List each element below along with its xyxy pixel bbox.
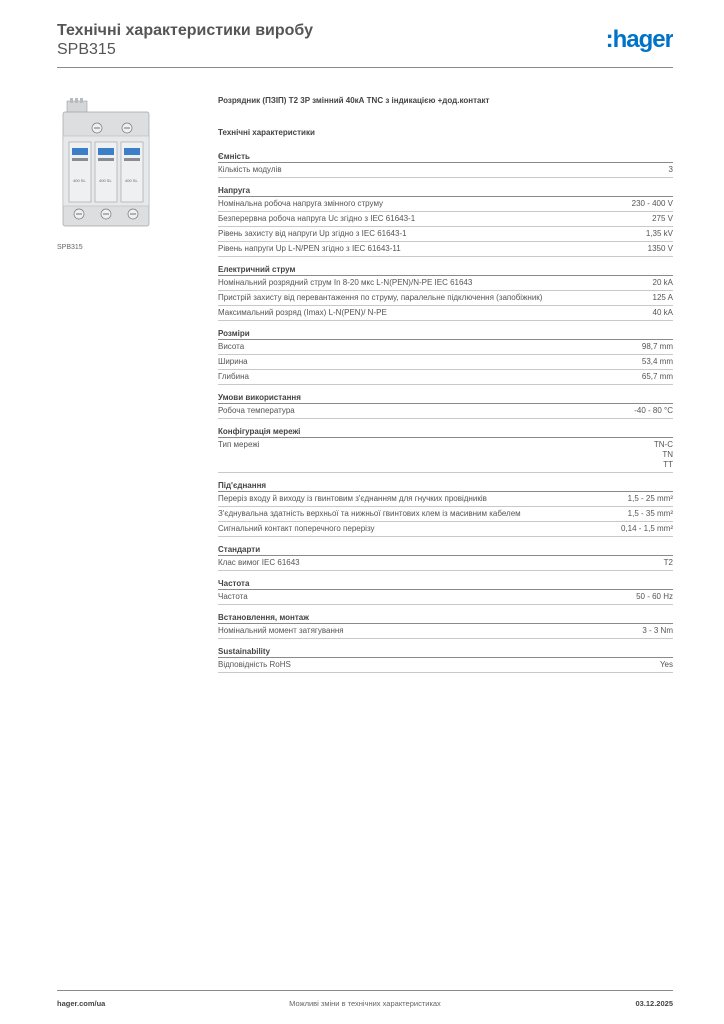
spec-row [218,438,673,473]
spec-label: Переріз входу й виходу із гвинтовим з'єднанням для гнучких провідників [218,494,487,503]
spec-row [218,212,673,227]
spec-value: T2 [663,558,673,567]
spec-label: Пристрій захисту від перевантаження по струму, паралельне підключення (запобіжник) [218,293,543,302]
spec-group-title: Розміри [218,327,673,340]
spec-row [218,658,673,673]
spec-group-title: Ємність [218,150,673,163]
spec-row [218,163,673,178]
spec-content [218,96,673,679]
spec-group-title: Стандарти [218,543,673,556]
spec-label: З'єднувальна здатність верхньої та нижньої гвинтових клем із масивним кабелем [218,509,521,518]
spec-group [218,577,673,605]
spec-label: Частота [218,592,248,601]
spec-row [218,355,673,370]
svg-text::hager: :hager [605,26,673,53]
svg-text:400 SL: 400 SL [73,178,86,183]
spec-row [218,340,673,355]
spec-label: Клас вимог IEC 61643 [218,558,300,567]
spec-group [218,263,673,321]
spec-group [218,150,673,178]
page-footer [57,990,673,1010]
image-caption: SPB315 [57,244,83,251]
spec-value: 3 - 3 Nm [642,626,673,635]
spec-group-title: Електричний струм [218,263,673,276]
document-title: Технічні характеристики виробу [57,22,313,39]
spec-group-title: Встановлення, монтаж [218,611,673,624]
spec-label: Тип мережі [218,440,260,449]
spec-value: 0,14 - 1,5 mm² [620,524,673,533]
spec-value: 20 kA [652,278,673,287]
spec-value: 40 kA [652,308,673,317]
product-image [57,96,201,232]
spec-group [218,543,673,571]
footer-website[interactable]: hager.com/ua [57,999,106,1008]
spec-row [218,556,673,571]
spec-group-title: Напруга [218,184,673,197]
spec-row [218,276,673,291]
spec-row [218,624,673,639]
spec-row [218,507,673,522]
spec-group [218,425,673,473]
spec-label: Рівень захисту від напруги Up згідно з IEC 61643-1 [218,229,407,238]
spec-label: Робоча температура [218,406,295,415]
spec-row [218,370,673,385]
spec-value: 50 - 60 Hz [636,592,673,601]
spec-value: 53,4 mm [641,357,673,366]
spec-row [218,590,673,605]
spec-value: -40 - 80 °C [634,406,673,415]
spec-label: Кількість модулів [218,165,282,174]
spec-label: Глибина [218,372,249,381]
spec-label: Безперервна робоча напруга Uc згідно з IEC 61643-1 [218,214,416,223]
spec-group-title: Частота [218,577,673,590]
spec-row [218,522,673,537]
spec-label: Сигнальний контакт поперечного перерізу [218,524,375,533]
spec-value: 1,5 - 25 mm² [627,494,673,503]
page-header [57,20,673,68]
spec-group-title: Конфігурація мережі [218,425,673,438]
spec-value: 1,5 - 35 mm² [627,509,673,518]
spec-value: TN-C TN TT [653,440,673,469]
spec-label: Номінальний момент затягування [218,626,344,635]
spec-group [218,327,673,385]
spec-label: Рівень напруги Up L-N/PEN згідно з IEC 61643-11 [218,244,401,253]
spec-group-title: Під'єднання [218,479,673,492]
footer-date: 03.12.2025 [635,999,673,1008]
spec-row [218,306,673,321]
spec-value: 275 V [652,214,673,223]
product-description: Розрядник (ПЗІП) Т2 3P змінний 40кА TNC з індикацією +дод.контакт [218,96,490,105]
spec-label: Максимальний розряд (Imax) L-N(PEN)/ N-PE [218,308,387,317]
spec-group [218,645,673,673]
spec-groups [218,150,673,673]
spec-row [218,227,673,242]
spec-value: 98,7 mm [641,342,673,351]
spec-group [218,391,673,419]
spec-row [218,242,673,257]
spec-label: Висота [218,342,245,351]
spec-value: 3 [668,165,673,174]
spec-value: 65,7 mm [641,372,673,381]
spec-row [218,404,673,419]
spec-label: Номінальний розрядний струм In 8-20 мкс L-N(PEN)/N-PE IEC 61643 [218,278,473,287]
product-code: SPB315 [57,41,116,58]
spec-value: 1,35 kV [645,229,673,238]
spec-value: 230 - 400 V [631,199,673,208]
svg-text:400 SL: 400 SL [99,178,112,183]
spec-row [218,197,673,212]
hager-logo [589,26,673,54]
spec-value: 1350 V [647,244,673,253]
spec-group [218,184,673,257]
spec-value: 125 A [652,293,673,302]
spec-row [218,291,673,306]
spec-group-title: Sustainability [218,645,673,658]
spec-label: Ширина [218,357,248,366]
spec-label: Відповідність RoHS [218,660,291,669]
footer-notice: Можливі зміни в технічних характеристиках [289,999,441,1008]
svg-text:400 SL: 400 SL [125,178,138,183]
spec-group [218,611,673,639]
spec-value: Yes [659,660,673,669]
spec-group-title: Умови використання [218,391,673,404]
spec-group [218,479,673,537]
spec-heading: Технічні характеристики [218,128,315,137]
spec-label: Номінальна робоча напруга змінного струму [218,199,384,208]
spec-row [218,492,673,507]
